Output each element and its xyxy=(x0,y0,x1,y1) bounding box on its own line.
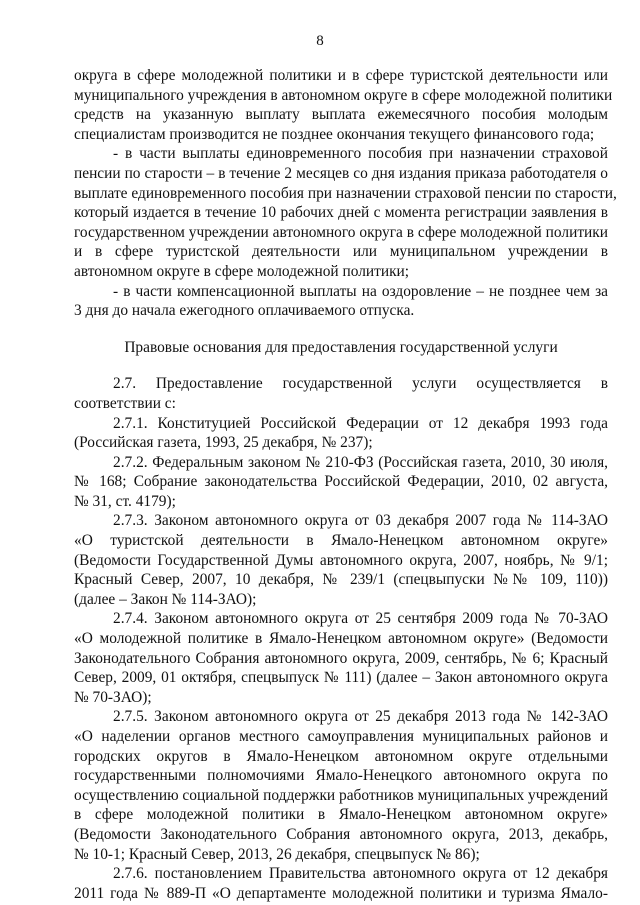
text-line: пенсии по старости – в течение 2 месяцев со дня издания приказа работодателя о xyxy=(74,164,608,182)
text-line: 2011 года № 889-П «О департаменте молодежной политики и туризма Ямало- xyxy=(74,884,608,902)
text-line: Красный Север, 2007, 10 декабря, № 239/1 (спецвыпуски №№ 109, 110)) xyxy=(74,571,608,589)
text-line: 3 дня до начала ежегодного оплачиваемого отпуска. xyxy=(74,302,415,320)
text-line: 2.7.6. постановлением Правительства автономного округа от 12 декабря xyxy=(113,865,608,883)
text-line: № 10-1; Красный Север, 2013, 26 декабря, спецвыпуск № 86); xyxy=(74,845,480,863)
text-line: (Российская газета, 1993, 25 декабря, № 237); xyxy=(74,434,373,452)
text-line: № 70-ЗАО); xyxy=(74,688,152,706)
text-line: государственными полномочиями Ямало-Ненецкого автономного округа по xyxy=(74,767,608,785)
text-line: № 31, ст. 4179); xyxy=(74,492,176,510)
text-line: выплате единовременного пособия при назначении страховой пенсии по старости, xyxy=(74,184,617,202)
text-line: «О туристской деятельности в Ямало-Ненецком автономном округе» xyxy=(74,532,608,550)
text-line: - в части компенсационной выплаты на оздоровление – не позднее чем за xyxy=(113,282,608,300)
text-line: Законодательного Собрания автономного округа, 2009, сентябрь, № 6; Красный xyxy=(74,649,608,667)
text-line: в сфере молодежной политики в Ямало-Ненецком автономном округе» xyxy=(74,806,608,824)
text-line: специалистам производится не позднее окончания текущего финансового года; xyxy=(74,125,595,143)
paragraph-spacer xyxy=(74,357,608,374)
text-line: (далее – Закон № 114-ЗАО); xyxy=(74,590,257,608)
text-line: «О наделении органов местного самоуправления муниципальных районов и xyxy=(74,728,608,745)
text-line: 2.7.1. Конституцией Российской Федерации от 12 декабря 1993 года xyxy=(113,414,608,432)
section-heading: Правовые основания для предоставления государственной услуги xyxy=(124,338,558,356)
text-line: и в сфере туристской деятельности или муниципальном учреждении в xyxy=(74,243,608,261)
text-line: средств на указанную выплату выплата ежемесячного пособия молодым xyxy=(74,106,608,124)
text-line: (Ведомости Государственной Думы автономного округа, 2007, ноябрь, № 9/1; xyxy=(74,551,608,569)
text-line: «О молодежной политике в Ямало-Ненецком автономном округе» (Ведомости xyxy=(74,630,608,648)
text-line: городских округов в Ямало-Ненецком автономном округе отдельными xyxy=(74,747,608,765)
text-line: 2.7.5. Законом автономного округа от 25 декабря 2013 года № 142-ЗАО xyxy=(113,708,608,726)
page-number: 8 xyxy=(316,33,324,49)
text-line: который издается в течение 10 рабочих дней с момента регистрации заявления в xyxy=(74,204,608,222)
text-line: автономном округе в сфере молодежной политики; xyxy=(74,262,410,280)
paragraph-spacer xyxy=(74,321,608,338)
text-line: Север, 2009, 01 октября, спецвыпуск № 111) (далее – Закон автономного округа xyxy=(74,669,608,687)
text-line: 2.7.3. Законом автономного округа от 03 декабря 2007 года № 114-ЗАО xyxy=(113,512,608,530)
text-line: - в части выплаты единовременного пособия при назначении страховой xyxy=(113,145,608,163)
text-line: осуществлению социальной поддержки работников муниципальных учреждений xyxy=(74,786,608,804)
text-line: (Ведомости Законодательного Собрания автономного округа, 2013, декабрь, xyxy=(74,825,608,843)
text-line: муниципального учреждения в автономном округе в сфере молодежной политики xyxy=(74,86,613,104)
text-line: 2.7.2. Федеральным законом № 210-ФЗ (Российская газета, 2010, 30 июля, xyxy=(113,453,608,471)
text-line: 2.7.4. Законом автономного округа от 25 сентября 2009 года № 70-ЗАО xyxy=(113,610,608,628)
text-line: государственном учреждении автономного округа в сфере молодежной политики xyxy=(74,223,608,241)
text-line: округа в сфере молодежной политики и в сфере туристской деятельности или xyxy=(74,67,608,84)
text-line: соответствии с: xyxy=(74,394,176,412)
document-body xyxy=(74,66,617,903)
text-line: 2.7. Предоставление государственной услуги осуществляется в xyxy=(113,375,608,393)
text-line: № 168; Собрание законодательства Российской Федерации, 2010, 02 августа, xyxy=(74,473,608,491)
